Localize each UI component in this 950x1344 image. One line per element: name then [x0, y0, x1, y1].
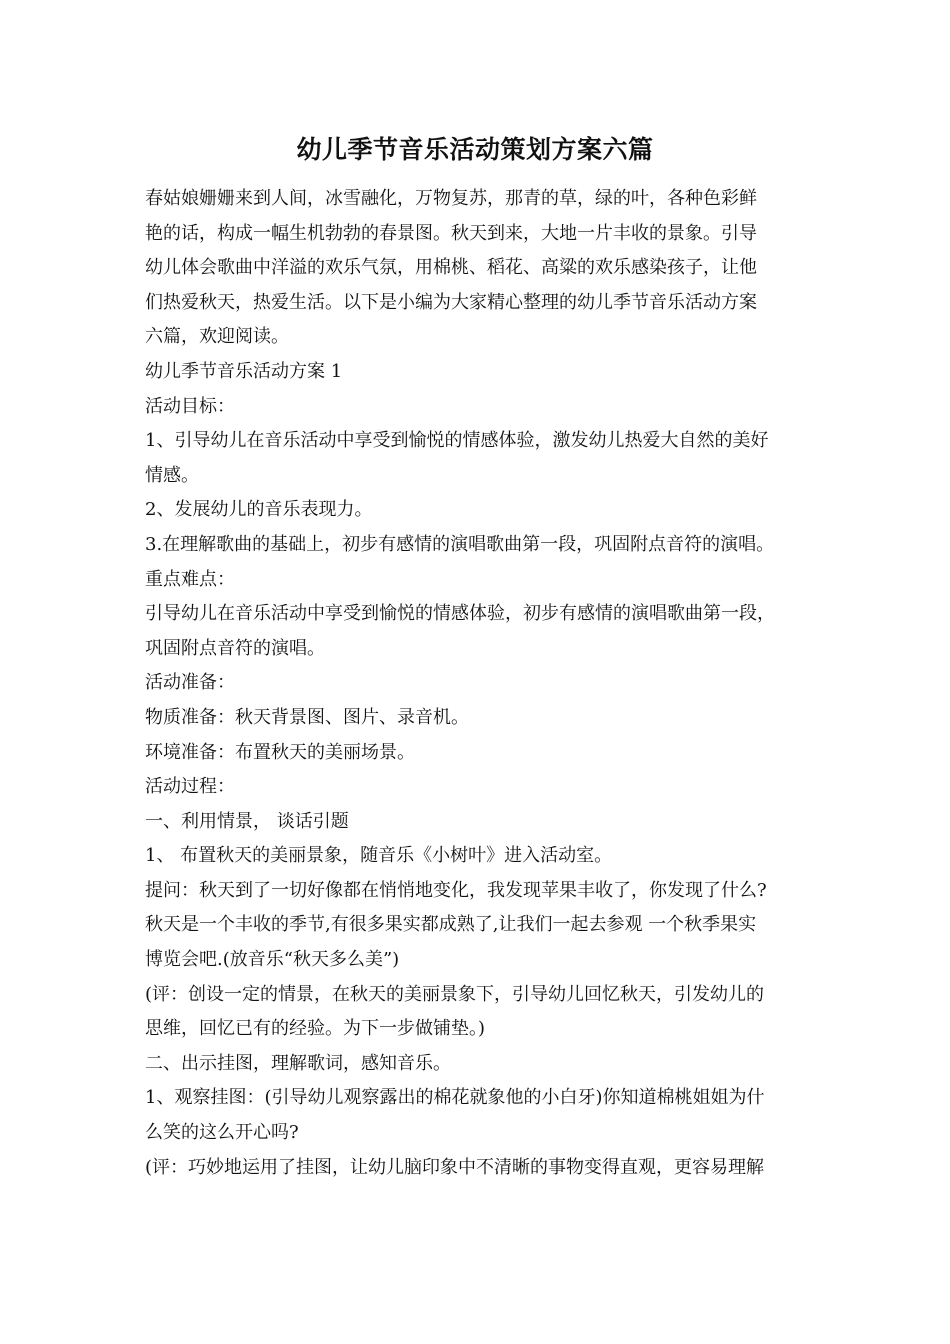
paragraph-line: 提问：秋天到了一切好像都在悄悄地变化，我发现苹果丰收了，你发现了什么?: [145, 879, 767, 901]
paragraph-line: 引导幼儿在音乐活动中享受到愉悦的情感体验，初步有感情的演唱歌曲第一段，: [145, 603, 775, 625]
step-heading: 一、利用情景， 谈话引题: [145, 810, 349, 832]
subsection-heading: 活动过程：: [145, 776, 235, 798]
list-item: 1、 布置秋天的美丽景象，随音乐《小树叶》进入活动室。: [145, 845, 613, 867]
paragraph-line: 们热爱秋天，热爱生活。以下是小编为大家精心整理的幼儿季节音乐活动方案: [145, 291, 757, 313]
section-heading: 幼儿季节音乐活动方案 1: [145, 360, 343, 382]
list-item-continuation: 情感。: [145, 464, 199, 486]
paragraph-line: 秋天是一个丰收的季节,有很多果实都成熟了,让我们一起去参观 一个秋季果实: [145, 914, 757, 936]
paragraph-line: 六篇，欢迎阅读。: [145, 326, 289, 348]
paragraph-line: 环境准备：布置秋天的美丽场景。: [145, 741, 415, 763]
document-body: [145, 182, 825, 1185]
comment-line: (评：巧妙地运用了挂图，让幼儿脑印象中不清晰的事物变得直观，更容易理解: [145, 1156, 765, 1178]
paragraph-line: 巩固附点音符的演唱。: [145, 637, 325, 659]
comment-line: (评：创设一定的情景，在秋天的美丽景象下，引导幼儿回忆秋天，引发幼儿的: [145, 983, 765, 1005]
paragraph-line: 艳的话，构成一幅生机勃勃的春景图。秋天到来，大地一片丰收的景象。引导: [145, 222, 757, 244]
list-item: 3.在理解歌曲的基础上，初步有感情的演唱歌曲第一段，巩固附点音符的演唱。: [145, 533, 775, 555]
subsection-heading: 活动目标：: [145, 395, 235, 417]
subsection-heading: 活动准备：: [145, 672, 235, 694]
comment-line: 思维，回忆已有的经验。为下一步做铺垫。): [145, 1018, 486, 1040]
paragraph-line: 春姑娘姗姗来到人间，冰雪融化，万物复苏，那青的草，绿的叶，各种色彩鲜: [145, 188, 757, 209]
list-item: 1、观察挂图：(引导幼儿观察露出的棉花就象他的小白牙)你知道棉桃姐姐为什: [145, 1087, 765, 1109]
list-item: 1、引导幼儿在音乐活动中享受到愉悦的情感体验，激发幼儿热爱大自然的美好: [145, 430, 769, 452]
paragraph-line: 物质准备：秋天背景图、图片、录音机。: [145, 706, 469, 728]
document-title: 幼儿季节音乐活动策划方案六篇: [296, 135, 654, 164]
paragraph-line: 幼儿体会歌曲中洋溢的欢乐气氛，用棉桃、稻花、高粱的欢乐感染孩子，让他: [145, 257, 757, 279]
list-item: 2、发展幼儿的音乐表现力。: [145, 499, 373, 521]
step-heading: 二、出示挂图，理解歌词，感知音乐。: [145, 1052, 451, 1074]
paragraph-line: 博览会吧.(放音乐“秋天多么美”): [145, 949, 400, 971]
list-item-continuation: 么笑的这么开心吗?: [145, 1122, 299, 1144]
subsection-heading: 重点难点：: [145, 568, 235, 590]
